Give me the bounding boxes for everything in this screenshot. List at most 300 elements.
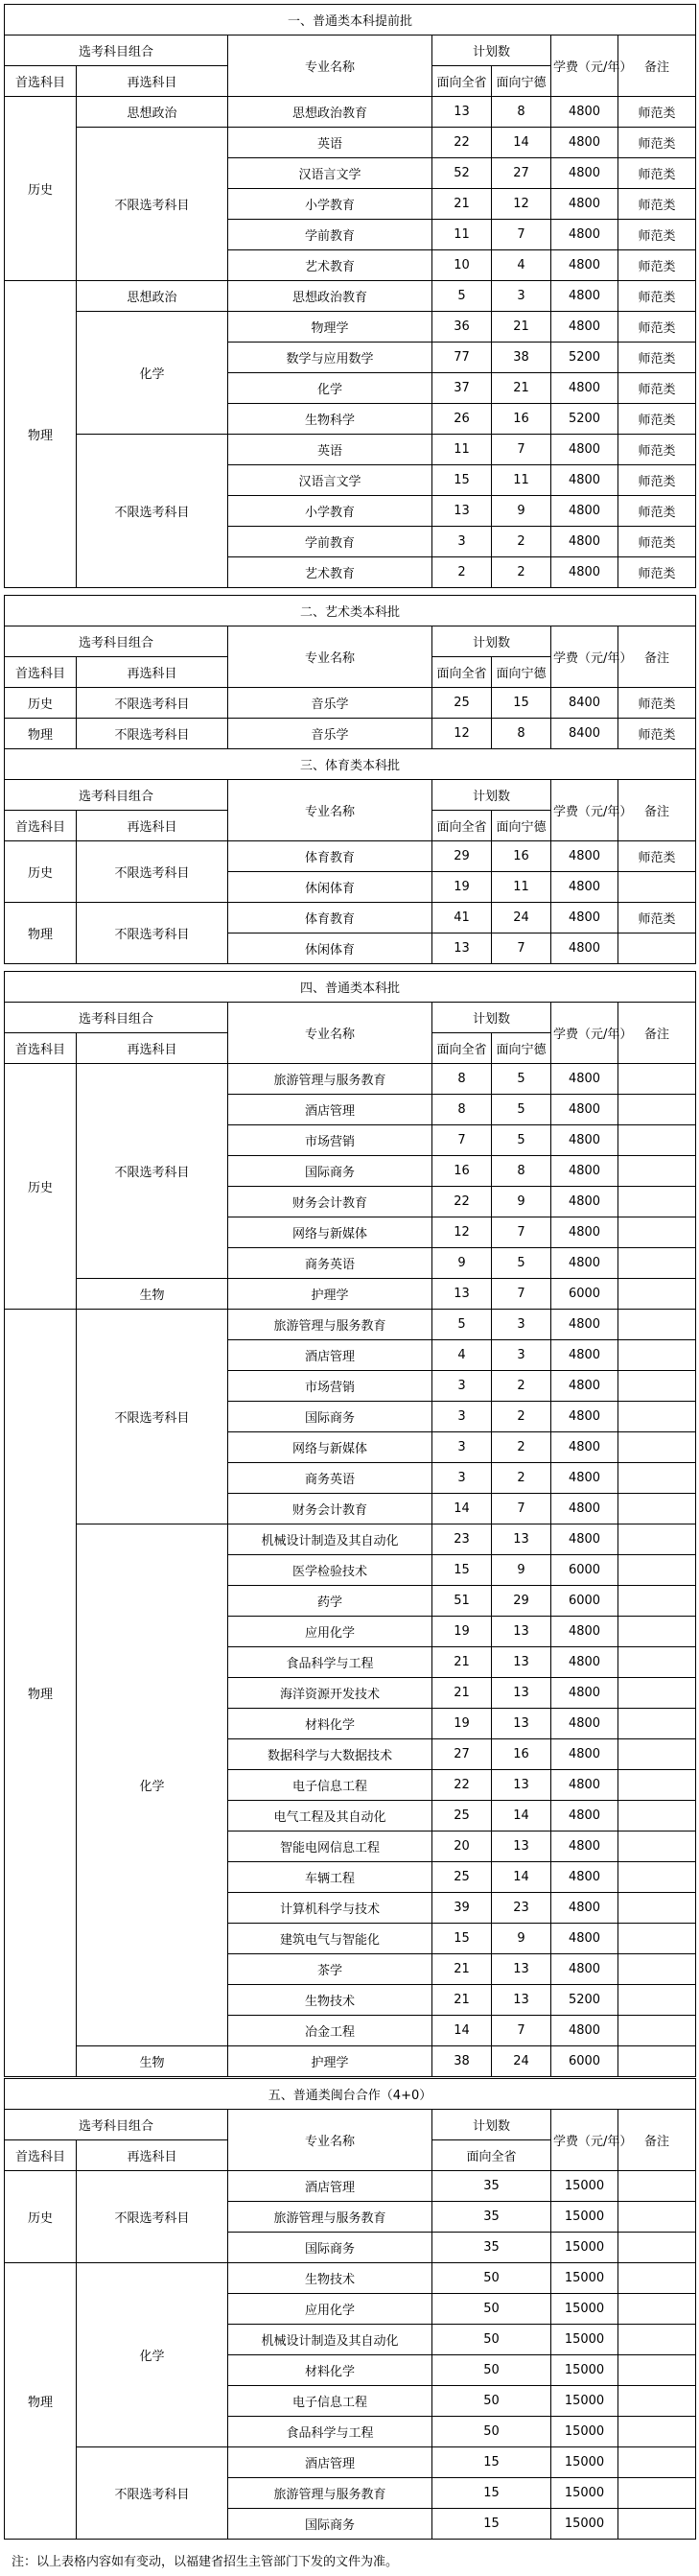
province-count-cell: 16 bbox=[432, 1156, 492, 1187]
province-count-cell: 38 bbox=[432, 2046, 492, 2077]
province-count-cell: 2 bbox=[432, 557, 492, 588]
major-cell: 旅游管理与服务教育 bbox=[228, 1064, 432, 1095]
major-cell: 网络与新媒体 bbox=[228, 1217, 432, 1248]
second-subject-cell: 思想政治 bbox=[77, 97, 228, 128]
first-subject-cell: 历史 bbox=[5, 97, 77, 281]
section-title-row bbox=[5, 596, 696, 626]
tuition-cell: 4800 bbox=[551, 1924, 618, 1954]
major-header: 专业名称 bbox=[228, 1003, 432, 1064]
tuition-cell: 5200 bbox=[551, 1985, 618, 2016]
remark-cell bbox=[618, 1156, 696, 1187]
ningde-count-cell: 8 bbox=[492, 97, 551, 128]
remark-cell bbox=[618, 2171, 696, 2202]
ningde-count-cell: 7 bbox=[492, 1494, 551, 1524]
tuition-cell: 4800 bbox=[551, 1310, 618, 1340]
major-cell: 国际商务 bbox=[228, 1156, 432, 1187]
province-count-cell: 9 bbox=[432, 1248, 492, 1279]
tuition-cell: 15000 bbox=[551, 2509, 618, 2540]
province-header: 面向全省 bbox=[432, 657, 492, 688]
tuition-cell: 4800 bbox=[551, 1248, 618, 1279]
major-cell: 国际商务 bbox=[228, 1402, 432, 1432]
major-cell: 英语 bbox=[228, 128, 432, 158]
remark-cell bbox=[618, 2447, 696, 2478]
second-subject-cell: 不限选考科目 bbox=[77, 719, 228, 749]
ningde-count-cell: 9 bbox=[492, 496, 551, 527]
ningde-count-cell: 7 bbox=[492, 1279, 551, 1310]
remark-cell bbox=[618, 1524, 696, 1555]
ningde-count-cell: 13 bbox=[492, 1647, 551, 1678]
tuition-cell: 4800 bbox=[551, 1893, 618, 1924]
remark-cell bbox=[618, 1064, 696, 1095]
major-cell: 智能电网信息工程 bbox=[228, 1832, 432, 1862]
province-count-cell: 3 bbox=[432, 1463, 492, 1494]
major-header: 专业名称 bbox=[228, 2110, 432, 2171]
remark-cell bbox=[618, 2046, 696, 2077]
subject-combo-header: 选考科目组合 bbox=[5, 35, 228, 66]
province-count-cell: 77 bbox=[432, 343, 492, 373]
province-count-cell: 52 bbox=[432, 158, 492, 189]
remark-cell: 师范类 bbox=[618, 220, 696, 250]
ningde-count-cell: 2 bbox=[492, 1463, 551, 1494]
first-subject-header: 首选科目 bbox=[5, 2140, 77, 2171]
tuition-cell: 4800 bbox=[551, 1125, 618, 1156]
major-cell: 体育教育 bbox=[228, 841, 432, 872]
remark-cell bbox=[618, 1862, 696, 1893]
first-subject-cell: 物理 bbox=[5, 2263, 77, 2540]
remark-cell bbox=[618, 1985, 696, 2016]
section-table-2 bbox=[4, 595, 696, 749]
province-count-cell: 21 bbox=[432, 1647, 492, 1678]
province-count-cell: 25 bbox=[432, 688, 492, 719]
second-subject-cell: 生物 bbox=[77, 1279, 228, 1310]
major-cell: 旅游管理与服务教育 bbox=[228, 1310, 432, 1340]
province-count-cell: 26 bbox=[432, 404, 492, 435]
tuition-cell: 4800 bbox=[551, 250, 618, 281]
major-cell: 护理学 bbox=[228, 2046, 432, 2077]
major-cell: 电子信息工程 bbox=[228, 1770, 432, 1801]
ningde-header: 面向宁德 bbox=[492, 66, 551, 97]
remark-cell bbox=[618, 1248, 696, 1279]
province-header: 面向全省 bbox=[432, 1033, 492, 1064]
tuition-cell: 8400 bbox=[551, 688, 618, 719]
remark-cell: 师范类 bbox=[618, 128, 696, 158]
remark-cell bbox=[618, 1310, 696, 1340]
province-count-cell: 3 bbox=[432, 527, 492, 557]
major-cell: 酒店管理 bbox=[228, 2447, 432, 2478]
province-count-cell: 15 bbox=[432, 1924, 492, 1954]
header-row bbox=[5, 780, 696, 811]
province-count-cell: 35 bbox=[432, 2202, 551, 2233]
remark-cell bbox=[618, 1463, 696, 1494]
tuition-cell: 4800 bbox=[551, 903, 618, 934]
remark-cell bbox=[618, 2202, 696, 2233]
major-cell: 体育教育 bbox=[228, 903, 432, 934]
section-table-1 bbox=[4, 4, 696, 588]
remark-cell bbox=[618, 934, 696, 964]
second-subject-cell: 不限选考科目 bbox=[77, 841, 228, 903]
remark-cell bbox=[618, 1647, 696, 1678]
tuition-cell: 4800 bbox=[551, 1801, 618, 1832]
ningde-count-cell: 8 bbox=[492, 1156, 551, 1187]
remark-cell bbox=[618, 1801, 696, 1832]
remark-cell: 师范类 bbox=[618, 189, 696, 220]
remark-cell: 师范类 bbox=[618, 841, 696, 872]
ningde-count-cell: 29 bbox=[492, 1586, 551, 1617]
tuition-cell: 4800 bbox=[551, 841, 618, 872]
major-cell: 学前教育 bbox=[228, 527, 432, 557]
first-subject-cell: 物理 bbox=[5, 719, 77, 749]
ningde-count-cell: 24 bbox=[492, 2046, 551, 2077]
ningde-count-cell: 7 bbox=[492, 1217, 551, 1248]
province-count-cell: 25 bbox=[432, 1801, 492, 1832]
table-row bbox=[5, 688, 696, 719]
major-cell: 商务英语 bbox=[228, 1248, 432, 1279]
table-row bbox=[5, 435, 696, 465]
remark-cell: 师范类 bbox=[618, 496, 696, 527]
second-subject-cell: 不限选考科目 bbox=[77, 2171, 228, 2263]
remark-cell bbox=[618, 1340, 696, 1371]
remark-cell bbox=[618, 2386, 696, 2417]
major-cell: 学前教育 bbox=[228, 220, 432, 250]
major-cell: 财务会计教育 bbox=[228, 1494, 432, 1524]
section-title: 一、普通类本科提前批 bbox=[5, 5, 696, 35]
tuition-cell: 15000 bbox=[551, 2355, 618, 2386]
remark-cell: 师范类 bbox=[618, 903, 696, 934]
major-cell: 音乐学 bbox=[228, 688, 432, 719]
tuition-cell: 4800 bbox=[551, 1187, 618, 1217]
ningde-count-cell: 7 bbox=[492, 2016, 551, 2046]
plan-header: 计划数 bbox=[432, 626, 551, 657]
major-cell: 冶金工程 bbox=[228, 2016, 432, 2046]
section-title-row bbox=[5, 972, 696, 1003]
remark-cell: 师范类 bbox=[618, 719, 696, 749]
major-cell: 酒店管理 bbox=[228, 2171, 432, 2202]
province-count-cell: 8 bbox=[432, 1095, 492, 1125]
ningde-count-cell: 13 bbox=[492, 1832, 551, 1862]
remark-cell bbox=[618, 1924, 696, 1954]
major-cell: 应用化学 bbox=[228, 2294, 432, 2325]
major-cell: 护理学 bbox=[228, 1279, 432, 1310]
province-count-cell: 19 bbox=[432, 1709, 492, 1739]
tuition-cell: 4800 bbox=[551, 1524, 618, 1555]
remark-cell bbox=[618, 1555, 696, 1586]
ningde-count-cell: 11 bbox=[492, 465, 551, 496]
remark-cell bbox=[618, 1125, 696, 1156]
ningde-count-cell: 3 bbox=[492, 1310, 551, 1340]
first-subject-cell: 历史 bbox=[5, 841, 77, 903]
ningde-count-cell: 2 bbox=[492, 1371, 551, 1402]
province-count-cell: 13 bbox=[432, 496, 492, 527]
second-subject-cell: 思想政治 bbox=[77, 281, 228, 312]
major-cell: 食品科学与工程 bbox=[228, 1647, 432, 1678]
remark-header: 备注 bbox=[618, 2110, 696, 2171]
table-row bbox=[5, 2171, 696, 2202]
major-cell: 国际商务 bbox=[228, 2509, 432, 2540]
major-cell: 茶学 bbox=[228, 1954, 432, 1985]
tuition-cell: 4800 bbox=[551, 1494, 618, 1524]
province-count-cell: 29 bbox=[432, 841, 492, 872]
province-count-cell: 7 bbox=[432, 1125, 492, 1156]
ningde-count-cell: 9 bbox=[492, 1924, 551, 1954]
province-count-cell: 8 bbox=[432, 1064, 492, 1095]
ningde-count-cell: 5 bbox=[492, 1064, 551, 1095]
ningde-count-cell: 13 bbox=[492, 1770, 551, 1801]
tuition-cell: 4800 bbox=[551, 2016, 618, 2046]
major-cell: 生物技术 bbox=[228, 1985, 432, 2016]
province-count-cell: 22 bbox=[432, 1187, 492, 1217]
province-count-cell: 50 bbox=[432, 2386, 551, 2417]
tuition-cell: 4800 bbox=[551, 934, 618, 964]
major-cell: 材料化学 bbox=[228, 1709, 432, 1739]
major-cell: 市场营销 bbox=[228, 1371, 432, 1402]
tuition-cell: 4800 bbox=[551, 281, 618, 312]
tuition-cell: 15000 bbox=[551, 2478, 618, 2509]
tuition-header: 学费（元/年） bbox=[551, 1003, 618, 1064]
remark-cell bbox=[618, 1371, 696, 1402]
major-cell: 海洋资源开发技术 bbox=[228, 1678, 432, 1709]
major-cell: 生物技术 bbox=[228, 2263, 432, 2294]
tuition-cell: 4800 bbox=[551, 557, 618, 588]
ningde-count-cell: 16 bbox=[492, 841, 551, 872]
second-subject-cell: 不限选考科目 bbox=[77, 128, 228, 281]
ningde-count-cell: 5 bbox=[492, 1125, 551, 1156]
province-count-cell: 51 bbox=[432, 1586, 492, 1617]
section-title: 五、普通类闽台合作（4+0） bbox=[5, 2079, 696, 2110]
plan-header: 计划数 bbox=[432, 2110, 551, 2140]
province-count-cell: 50 bbox=[432, 2294, 551, 2325]
ningde-count-cell: 5 bbox=[492, 1095, 551, 1125]
province-count-cell: 3 bbox=[432, 1432, 492, 1463]
remark-cell bbox=[618, 1279, 696, 1310]
major-header: 专业名称 bbox=[228, 780, 432, 841]
header-row bbox=[5, 2110, 696, 2140]
major-cell: 小学教育 bbox=[228, 496, 432, 527]
major-cell: 机械设计制造及其自动化 bbox=[228, 1524, 432, 1555]
major-cell: 机械设计制造及其自动化 bbox=[228, 2325, 432, 2355]
province-count-cell: 50 bbox=[432, 2325, 551, 2355]
tuition-cell: 15000 bbox=[551, 2417, 618, 2447]
second-subject-header: 再选科目 bbox=[77, 66, 228, 97]
remark-cell bbox=[618, 1432, 696, 1463]
section-title-row bbox=[5, 749, 696, 780]
major-cell: 建筑电气与智能化 bbox=[228, 1924, 432, 1954]
section-title-row bbox=[5, 2079, 696, 2110]
second-subject-cell: 不限选考科目 bbox=[77, 903, 228, 964]
major-cell: 商务英语 bbox=[228, 1463, 432, 1494]
remark-header: 备注 bbox=[618, 35, 696, 97]
table-row bbox=[5, 1310, 696, 1340]
ningde-count-cell: 2 bbox=[492, 527, 551, 557]
remark-cell: 师范类 bbox=[618, 281, 696, 312]
province-count-cell: 14 bbox=[432, 2016, 492, 2046]
tuition-cell: 4800 bbox=[551, 1217, 618, 1248]
ningde-count-cell: 2 bbox=[492, 557, 551, 588]
remark-cell: 师范类 bbox=[618, 688, 696, 719]
section-title: 四、普通类本科批 bbox=[5, 972, 696, 1003]
tuition-cell: 15000 bbox=[551, 2447, 618, 2478]
first-subject-header: 首选科目 bbox=[5, 811, 77, 841]
tuition-cell: 4800 bbox=[551, 189, 618, 220]
province-count-cell: 13 bbox=[432, 1279, 492, 1310]
major-cell: 汉语言文学 bbox=[228, 465, 432, 496]
major-cell: 休闲体育 bbox=[228, 934, 432, 964]
major-cell: 电气工程及其自动化 bbox=[228, 1801, 432, 1832]
ningde-header: 面向宁德 bbox=[492, 657, 551, 688]
remark-cell: 师范类 bbox=[618, 343, 696, 373]
second-subject-header: 再选科目 bbox=[77, 1033, 228, 1064]
second-subject-cell: 不限选考科目 bbox=[77, 688, 228, 719]
ningde-count-cell: 4 bbox=[492, 250, 551, 281]
ningde-count-cell: 12 bbox=[492, 189, 551, 220]
table-row bbox=[5, 312, 696, 343]
remark-cell: 师范类 bbox=[618, 435, 696, 465]
major-cell: 数学与应用数学 bbox=[228, 343, 432, 373]
table-row bbox=[5, 719, 696, 749]
major-cell: 思想政治教育 bbox=[228, 97, 432, 128]
ningde-count-cell: 5 bbox=[492, 1248, 551, 1279]
remark-cell bbox=[618, 1402, 696, 1432]
province-header: 面向全省 bbox=[432, 2140, 551, 2171]
province-count-cell: 39 bbox=[432, 1893, 492, 1924]
tuition-cell: 4800 bbox=[551, 373, 618, 404]
first-subject-cell: 历史 bbox=[5, 2171, 77, 2263]
province-count-cell: 20 bbox=[432, 1832, 492, 1862]
province-count-cell: 22 bbox=[432, 1770, 492, 1801]
table-row bbox=[5, 2046, 696, 2077]
tuition-cell: 4800 bbox=[551, 1156, 618, 1187]
ningde-count-cell: 13 bbox=[492, 1985, 551, 2016]
ningde-count-cell: 24 bbox=[492, 903, 551, 934]
tuition-cell: 6000 bbox=[551, 1555, 618, 1586]
remark-cell: 师范类 bbox=[618, 312, 696, 343]
second-subject-cell: 不限选考科目 bbox=[77, 1064, 228, 1279]
major-cell: 电子信息工程 bbox=[228, 2386, 432, 2417]
major-cell: 药学 bbox=[228, 1586, 432, 1617]
remark-cell bbox=[618, 2294, 696, 2325]
remark-cell: 师范类 bbox=[618, 250, 696, 281]
table-row bbox=[5, 128, 696, 158]
remark-header: 备注 bbox=[618, 626, 696, 688]
tuition-cell: 4800 bbox=[551, 1432, 618, 1463]
province-count-cell: 3 bbox=[432, 1402, 492, 1432]
remark-cell: 师范类 bbox=[618, 158, 696, 189]
header-row bbox=[5, 35, 696, 66]
remark-cell bbox=[618, 872, 696, 903]
tuition-cell: 15000 bbox=[551, 2263, 618, 2294]
remark-cell bbox=[618, 1832, 696, 1862]
first-subject-header: 首选科目 bbox=[5, 66, 77, 97]
plan-header: 计划数 bbox=[432, 35, 551, 66]
tuition-cell: 5200 bbox=[551, 343, 618, 373]
province-count-cell: 21 bbox=[432, 1985, 492, 2016]
tuition-header: 学费（元/年） bbox=[551, 626, 618, 688]
section-table-5 bbox=[4, 2078, 696, 2540]
major-cell: 市场营销 bbox=[228, 1125, 432, 1156]
province-count-cell: 15 bbox=[432, 2478, 551, 2509]
ningde-count-cell: 7 bbox=[492, 435, 551, 465]
first-subject-cell: 历史 bbox=[5, 1064, 77, 1310]
table-row bbox=[5, 903, 696, 934]
remark-cell bbox=[618, 2233, 696, 2263]
tuition-cell: 4800 bbox=[551, 527, 618, 557]
province-count-cell: 35 bbox=[432, 2233, 551, 2263]
remark-cell: 师范类 bbox=[618, 373, 696, 404]
tuition-cell: 15000 bbox=[551, 2171, 618, 2202]
ningde-header: 面向宁德 bbox=[492, 1033, 551, 1064]
province-count-cell: 25 bbox=[432, 1862, 492, 1893]
province-header: 面向全省 bbox=[432, 66, 492, 97]
section-table-4 bbox=[4, 971, 696, 2077]
tuition-cell: 6000 bbox=[551, 1586, 618, 1617]
second-subject-cell: 化学 bbox=[77, 1524, 228, 2046]
ningde-count-cell: 16 bbox=[492, 1739, 551, 1770]
major-cell: 材料化学 bbox=[228, 2355, 432, 2386]
remark-cell: 师范类 bbox=[618, 404, 696, 435]
ningde-count-cell: 2 bbox=[492, 1432, 551, 1463]
ningde-count-cell: 13 bbox=[492, 1954, 551, 1985]
section-title: 三、体育类本科批 bbox=[5, 749, 696, 780]
ningde-count-cell: 7 bbox=[492, 220, 551, 250]
first-subject-header: 首选科目 bbox=[5, 657, 77, 688]
section-title: 二、艺术类本科批 bbox=[5, 596, 696, 626]
major-cell: 物理学 bbox=[228, 312, 432, 343]
ningde-count-cell: 13 bbox=[492, 1617, 551, 1647]
province-count-cell: 22 bbox=[432, 128, 492, 158]
ningde-count-cell: 14 bbox=[492, 1801, 551, 1832]
province-header: 面向全省 bbox=[432, 811, 492, 841]
tuition-cell: 4800 bbox=[551, 1678, 618, 1709]
ningde-count-cell: 2 bbox=[492, 1402, 551, 1432]
tuition-cell: 4800 bbox=[551, 465, 618, 496]
first-subject-cell: 物理 bbox=[5, 1310, 77, 2077]
major-cell: 酒店管理 bbox=[228, 1340, 432, 1371]
province-count-cell: 5 bbox=[432, 281, 492, 312]
second-subject-cell: 不限选考科目 bbox=[77, 1310, 228, 1524]
second-subject-cell: 不限选考科目 bbox=[77, 435, 228, 588]
major-cell: 艺术教育 bbox=[228, 557, 432, 588]
major-header: 专业名称 bbox=[228, 35, 432, 97]
table-row bbox=[5, 2263, 696, 2294]
plan-header: 计划数 bbox=[432, 780, 551, 811]
remark-cell bbox=[618, 1586, 696, 1617]
remark-cell bbox=[618, 2016, 696, 2046]
major-cell: 汉语言文学 bbox=[228, 158, 432, 189]
tuition-cell: 4800 bbox=[551, 1371, 618, 1402]
province-count-cell: 13 bbox=[432, 934, 492, 964]
subject-combo-header: 选考科目组合 bbox=[5, 1003, 228, 1033]
remark-cell: 师范类 bbox=[618, 527, 696, 557]
ningde-count-cell: 3 bbox=[492, 1340, 551, 1371]
ningde-count-cell: 21 bbox=[492, 373, 551, 404]
second-subject-cell: 化学 bbox=[77, 312, 228, 435]
major-cell: 休闲体育 bbox=[228, 872, 432, 903]
major-cell: 生物科学 bbox=[228, 404, 432, 435]
tuition-cell: 4800 bbox=[551, 1064, 618, 1095]
ningde-count-cell: 23 bbox=[492, 1893, 551, 1924]
remark-header: 备注 bbox=[618, 1003, 696, 1064]
province-count-cell: 15 bbox=[432, 465, 492, 496]
major-cell: 计算机科学与技术 bbox=[228, 1893, 432, 1924]
remark-cell bbox=[618, 1095, 696, 1125]
table-row bbox=[5, 1279, 696, 1310]
ningde-count-cell: 13 bbox=[492, 1524, 551, 1555]
ningde-count-cell: 27 bbox=[492, 158, 551, 189]
ningde-count-cell: 3 bbox=[492, 281, 551, 312]
ningde-count-cell: 13 bbox=[492, 1709, 551, 1739]
province-count-cell: 21 bbox=[432, 1678, 492, 1709]
remark-cell bbox=[618, 1494, 696, 1524]
tuition-cell: 4800 bbox=[551, 496, 618, 527]
